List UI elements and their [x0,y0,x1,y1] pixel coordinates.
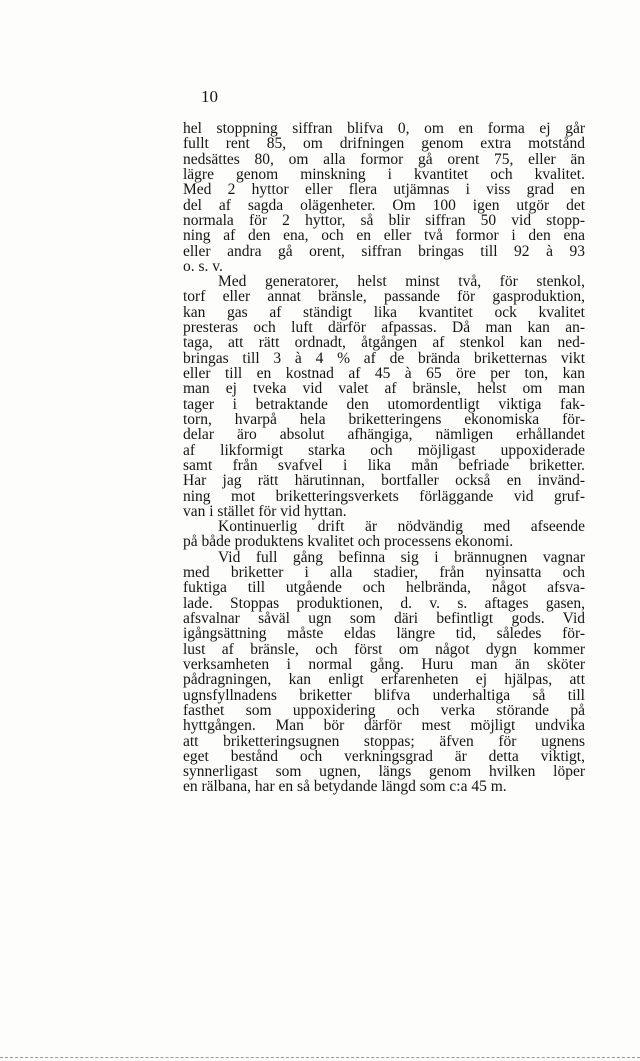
text-line: normala för 2 hyttor, så blir siffran 50 vid stopp- [183,211,585,229]
text-line: ning mot briketteringsverkets förläggande vid gruf- [183,487,585,505]
text-line: Kontinuerlig drift är nödvändig med afseende [218,518,585,536]
text-line: synnerligast som ugnen, längs genom hvilken löper [183,763,585,781]
page-bottom-edge [0,1057,640,1058]
text-line: tager i betraktande den utomordentligt viktiga fak- [183,395,585,413]
text-line: fullt rent 85, om drifningen genom extra motstånd [183,135,585,153]
text-line: del af sagda olägenheter. Om 100 igen utgör det [183,196,585,214]
text-line: van i stället för vid hyttan. [183,502,347,520]
text-line: taga, att rätt ordnadt, åtgången af stenkol kan ned- [183,334,585,352]
text-line: delar äro absolut afhängiga, nämligen erhållandet [183,426,585,444]
text-line: nedsättes 80, om alla formor gå orent 75, eller än [183,150,585,168]
text-line: torf eller annat bränsle, passande för gasproduktion, [183,288,585,306]
text-line: Vid full gång befinna sig i brännugnen vagnar [218,548,585,566]
text-line: ugnsfyllnadens briketter blifva underhaltiga så till [183,686,585,704]
text-line: med briketter i alla stadier, från nyinsatta och [183,564,585,582]
body-text [183,121,585,795]
text-line: presteras och luft därför afpassas. Då man kan an- [183,319,585,337]
text-line: verksamheten i normal gång. Huru man än sköter [183,655,585,673]
text-line: Med generatorer, helst minst två, för stenkol, [218,273,585,291]
text-line: afsvalnar såväl ugn som däri befintligt gods. Vid [183,610,585,627]
text-line: torn, hvarpå hela briketteringens ekonomiska för- [183,410,585,428]
text-line: kan gas af ständigt lika kvantitet ock kvalitet [183,303,585,321]
text-line: hyttgången. Man bör därför mest möjligt undvika [183,717,585,735]
text-line: af likformigt starka och möjligast uppoxiderade [183,441,585,459]
text-line: ning af den ena, och en eller två formor i den ena [183,227,585,245]
text-line: pådragningen, kan enligt erfarenheten ej hjälpas, att [183,671,585,689]
text-line: lade. Stoppas produktionen, d. v. s. aftages gasen, [183,594,585,612]
text-line: hel stoppning siffran blifva 0, om en forma ej går [183,120,585,137]
text-line: en rälbana, har en så betydande längd som c:a 45 m. [183,778,507,796]
text-line: fuktiga till utgående och helbrända, något afsva- [183,579,585,597]
text-line: att briketteringsugnen stoppas; äfven för ugnens [183,732,585,750]
text-line: fasthet som uppoxidering och verka störande på [183,701,585,719]
text-line: eller till en kostnad af 45 à 65 öre per ton, kan [183,365,585,382]
text-line: på både produktens kvalitet och processens ekonomi. [183,533,514,551]
text-line: lägre genom minskning i kvantitet och kvalitet. [183,165,585,183]
text-line: samt från svafvel i lika mån befriade briketter. [183,456,585,474]
text-line: lust af bränsle, och först om något dygn kommer [183,640,585,658]
text-line: man ej tveka vid valet af bränsle, helst om man [183,380,585,398]
text-line: Med 2 hyttor eller flera utjämnas i viss grad en [183,181,585,199]
text-line: eget bestånd och verkningsgrad är detta viktigt, [183,747,585,765]
text-line: bringas till 3 à 4 % af de brända briketternas vikt [183,349,585,367]
text-line: Har jag rätt härutinnan, bortfaller också en invänd- [183,472,585,490]
page-number: 10 [201,87,218,106]
text-line: eller andra gå orent, siffran bringas till 92 à 93 [183,242,585,260]
text-line: o. s. v. [183,257,223,275]
text-line: igångsättning måste eldas längre tid, således för- [183,625,585,643]
